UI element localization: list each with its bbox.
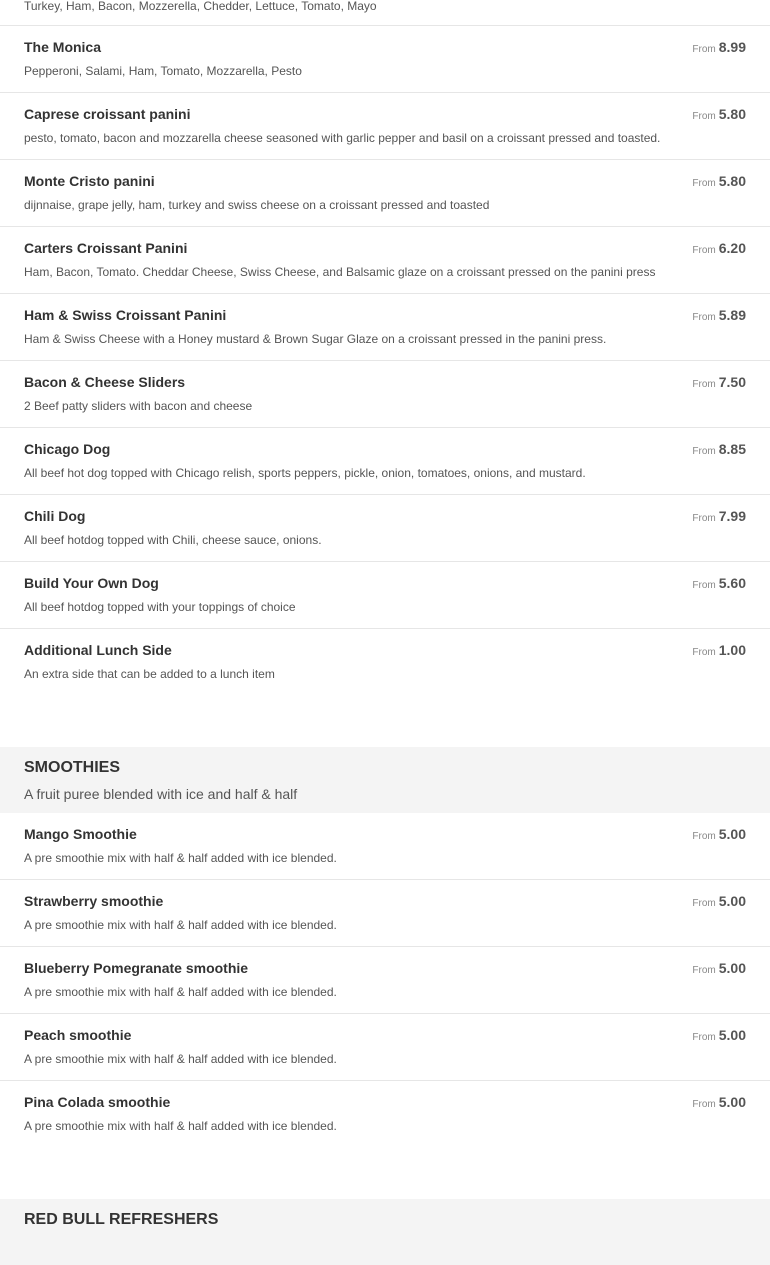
item-description: Turkey, Ham, Bacon, Mozzerella, Chedder, Lettuce, Tomato, Mayo — [24, 0, 377, 13]
price-prefix: From — [692, 580, 716, 591]
item-price — [692, 575, 746, 593]
price-prefix: From — [692, 178, 716, 189]
price-prefix: From — [692, 513, 716, 524]
item-price — [692, 960, 746, 978]
item-price — [692, 374, 746, 392]
item-name: Carters Croissant Panini — [24, 240, 188, 256]
menu-item-additional-lunch-side[interactable] — [0, 629, 770, 696]
price-amount: 1.00 — [718, 642, 746, 658]
menu-item-caprese-croissant-panini[interactable] — [0, 93, 770, 160]
item-price — [692, 173, 746, 191]
menu-item-build-your-own-dog[interactable] — [0, 562, 770, 629]
item-name: The Monica — [24, 39, 102, 55]
item-description: A pre smoothie mix with half & half added with ice blended. — [24, 851, 337, 865]
price-prefix: From — [692, 111, 716, 122]
price-amount: 8.99 — [718, 39, 746, 55]
item-price — [692, 39, 746, 57]
item-name: Build Your Own Dog — [24, 575, 159, 591]
price-prefix: From — [692, 245, 716, 256]
item-price — [692, 508, 746, 526]
item-description: pesto, tomato, bacon and mozzarella cheese seasoned with garlic pepper and basil on a croissant pressed and toasted. — [24, 131, 661, 145]
item-description: All beef hotdog topped with Chili, cheese sauce, onions. — [24, 533, 322, 547]
item-description: Ham, Bacon, Tomato. Cheddar Cheese, Swiss Cheese, and Balsamic glaze on a croissant pressed on the panini press — [24, 265, 656, 279]
price-amount: 5.60 — [718, 575, 746, 591]
menu-item-monte-cristo-panini[interactable] — [0, 160, 770, 227]
item-name: Ham & Swiss Croissant Panini — [24, 307, 227, 323]
item-price — [692, 307, 746, 325]
section-spacer — [0, 1148, 770, 1199]
item-description: Ham & Swiss Cheese with a Honey mustard & Brown Sugar Glaze on a croissant pressed in the panini press. — [24, 332, 607, 346]
item-name: Caprese croissant panini — [24, 106, 191, 122]
menu-item-carters-croissant-panini[interactable] — [0, 227, 770, 294]
menu-item-chili-dog[interactable] — [0, 495, 770, 562]
item-name: Chicago Dog — [24, 441, 111, 457]
menu-item-chicago-dog[interactable] — [0, 428, 770, 495]
price-amount: 7.50 — [718, 374, 746, 390]
item-description: All beef hotdog topped with your toppings of choice — [24, 600, 296, 614]
item-name: Bacon & Cheese Sliders — [24, 374, 186, 390]
menu-item-ham-swiss-croissant-panini[interactable] — [0, 294, 770, 361]
price-amount: 5.00 — [718, 1094, 746, 1110]
menu-item-pina-colada-smoothie[interactable] — [0, 1081, 770, 1148]
item-price — [692, 642, 746, 660]
item-description: A pre smoothie mix with half & half added with ice blended. — [24, 985, 337, 999]
price-amount: 5.80 — [718, 106, 746, 122]
price-prefix: From — [692, 647, 716, 658]
item-name: Pina Colada smoothie — [24, 1094, 171, 1110]
price-prefix: From — [692, 446, 716, 457]
price-prefix: From — [692, 831, 716, 842]
item-description: Pepperoni, Salami, Ham, Tomato, Mozzarella, Pesto — [24, 64, 302, 78]
menu-item-mango-smoothie[interactable] — [0, 813, 770, 880]
smoothies-list — [0, 813, 770, 1148]
section-header-red-bull-refreshers — [0, 1199, 770, 1265]
menu-item-blueberry-pomegranate-smoothie[interactable] — [0, 947, 770, 1014]
price-prefix: From — [692, 965, 716, 976]
item-price — [692, 106, 746, 124]
item-description: 2 Beef patty sliders with bacon and cheese — [24, 399, 253, 413]
menu-item-strawberry-smoothie[interactable] — [0, 880, 770, 947]
item-price — [692, 240, 746, 258]
price-amount: 5.00 — [718, 826, 746, 842]
price-amount: 5.89 — [718, 307, 746, 323]
item-name: Peach smoothie — [24, 1027, 132, 1043]
price-prefix: From — [692, 44, 716, 55]
item-description: An extra side that can be added to a lunch item — [24, 667, 275, 681]
menu-item-peach-smoothie[interactable] — [0, 1014, 770, 1081]
price-amount: 8.85 — [718, 441, 746, 457]
section-spacer — [0, 696, 770, 747]
item-name: Strawberry smoothie — [24, 893, 164, 909]
item-price — [692, 1027, 746, 1045]
item-name: Mango Smoothie — [24, 826, 137, 842]
price-prefix: From — [692, 1099, 716, 1110]
price-prefix: From — [692, 1032, 716, 1043]
item-description: All beef hot dog topped with Chicago relish, sports peppers, pickle, onion, tomatoes, onions, and mustard. — [24, 466, 586, 480]
price-amount: 5.80 — [718, 173, 746, 189]
section-header-smoothies — [0, 747, 770, 813]
item-description: A pre smoothie mix with half & half added with ice blended. — [24, 1052, 337, 1066]
price-prefix: From — [692, 312, 716, 323]
price-prefix: From — [692, 379, 716, 390]
item-description: A pre smoothie mix with half & half added with ice blended. — [24, 918, 337, 932]
price-amount: 6.20 — [718, 240, 746, 256]
menu-item-partial[interactable] — [0, 0, 770, 26]
price-amount: 5.00 — [718, 1027, 746, 1043]
item-name: Chili Dog — [24, 508, 86, 524]
item-description: A pre smoothie mix with half & half added with ice blended. — [24, 1119, 337, 1133]
lunch-items-list — [0, 26, 770, 696]
item-price — [692, 1094, 746, 1112]
item-description: dijnnaise, grape jelly, ham, turkey and swiss cheese on a croissant pressed and toasted — [24, 198, 490, 212]
section-subtitle: A fruit puree blended with ice and half & half — [24, 786, 298, 802]
item-name: Additional Lunch Side — [24, 642, 172, 658]
item-name: Blueberry Pomegranate smoothie — [24, 960, 249, 976]
item-price — [692, 441, 746, 459]
menu-item-bacon-cheese-sliders[interactable] — [0, 361, 770, 428]
price-amount: 7.99 — [718, 508, 746, 524]
section-title: RED BULL REFRESHERS — [24, 1211, 219, 1228]
price-prefix: From — [692, 898, 716, 909]
item-price — [692, 893, 746, 911]
section-title: SMOOTHIES — [24, 759, 121, 776]
item-name: Monte Cristo panini — [24, 173, 155, 189]
menu-item-the-monica[interactable] — [0, 26, 770, 93]
price-amount: 5.00 — [718, 960, 746, 976]
item-price — [692, 826, 746, 844]
price-amount: 5.00 — [718, 893, 746, 909]
